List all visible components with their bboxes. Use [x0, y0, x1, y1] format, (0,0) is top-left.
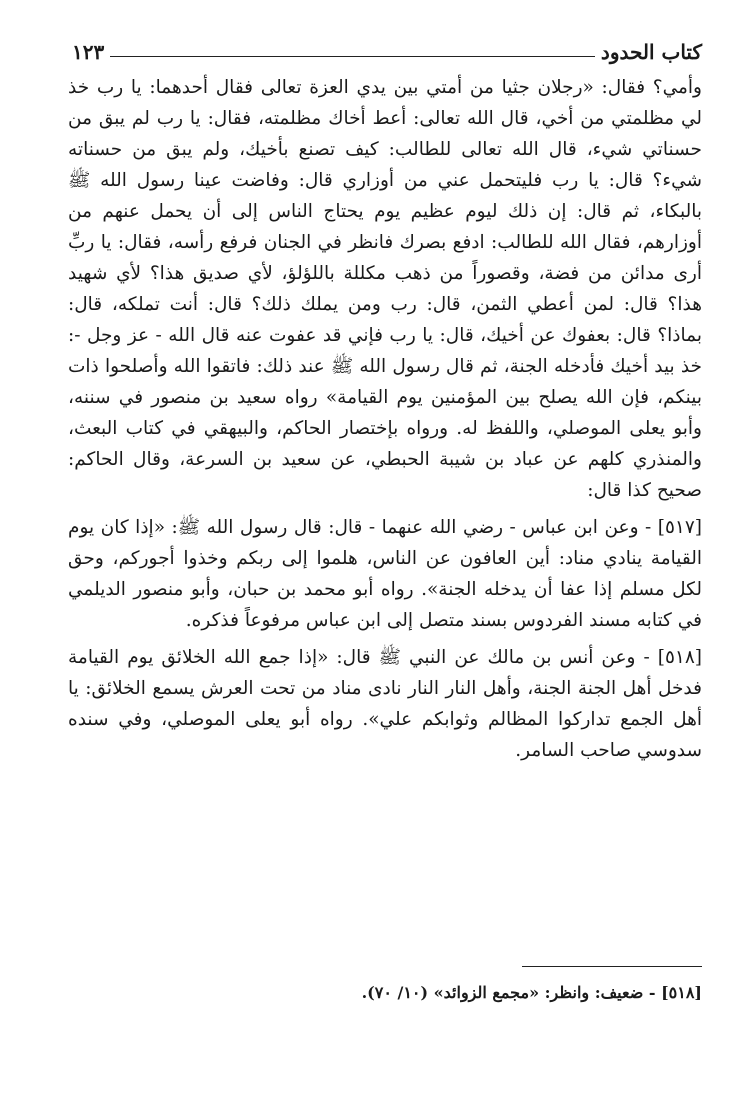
header-rule: [110, 56, 595, 57]
paragraph-hadith-continuation: وأمي؟ فقال: «رجلان جثيا من أمتي بين يدي العزة تعالى فقال أحدهما: يا رب خذ لي مظلمتي من أخي، قال الله تعالى: أعط أخاك مظلمته، فقال: يا رب لم يبق من حسناتي شيء، قال الله تعالى للطالب: كيف تصنع بأخيك، ولم يبق من حسناته شيء؟ قال: يا رب فليتحمل عني من أوزاري قال: وفاضت عينا رسول الله ﷺ بالبكاء، ثم قال: إن ذلك ليوم عظيم يوم يحتاج الناس إلى أن يحمل عنهم من أوزارهم، فقال الله للطالب: ادفع بصرك فانظر في الجنان فرفع رأسه، فقال: يا ربِّ أرى مدائن من فضة، وقصوراً من ذهب مكللة باللؤلؤ، لأي صديق هذا؟ لأي شهيد هذا؟ قال: لمن أعطي الثمن، قال: رب ومن يملك ذلك؟ قال: أنت تملكه، قال: بماذا؟ قال: بعفوك عن أخيك، قال: يا رب فإني قد عفوت عنه قال الله - عز وجل -: خذ بيد أخيك فأدخله الجنة، ثم قال رسول الله ﷺ عند ذلك: فاتقوا الله وأصلحوا ذات بينكم، فإن الله يصلح بين المؤمنين يوم القيامة» رواه سعيد بن منصور في سننه، وأبو يعلى الموصلي، واللفظ له. ورواه بإختصار الحاكم، والبيهقي في كتاب البعث، والمنذري كلهم عن عباد بن شيبة الحبطي، عن سعيد بن السرعة، وقال الحاكم: صحيح كذا قال:: [68, 77, 702, 501]
footnote-518: [٥١٨] - ضعيف: وانظر: «مجمع الزوائد» (١٠/ ٧٠).: [361, 983, 702, 1002]
footnote-rule: [522, 966, 702, 967]
page-header: [72, 34, 702, 64]
page-number: ١٢٣: [72, 40, 105, 64]
main-text: [68, 72, 702, 766]
chapter-title: كتاب الحدود: [600, 40, 702, 64]
paragraph-hadith-517: [٥١٧] - وعن ابن عباس - رضي الله عنهما - قال: قال رسول الله ﷺ: «إذا كان يوم القيامة ينادي مناد: أين العافون عن الناس، هلموا إلى ربكم وخذوا أجوركم، وحق لكل مسلم إذا عفا أن يدخله الجنة». رواه أبو محمد بن حبان، وأبو منصور الديلمي في كتابه مسند الفردوس بسند متصل إلى ابن عباس مرفوعاً فذكره.: [68, 517, 702, 631]
footnotes: [300, 966, 702, 1005]
paragraph-hadith-518: [٥١٨] - وعن أنس بن مالك عن النبي ﷺ قال: «إذا جمع الله الخلائق يوم القيامة فدخل أهل الجنة الجنة، وأهل النار النار نادى مناد من تحت العرش يسمع الخلائق: يا أهل الجمع تداركوا المظالم وثوابكم علي». رواه أبو يعلى الموصلي، وفي سنده سدوسي صاحب السامر.: [68, 647, 702, 761]
